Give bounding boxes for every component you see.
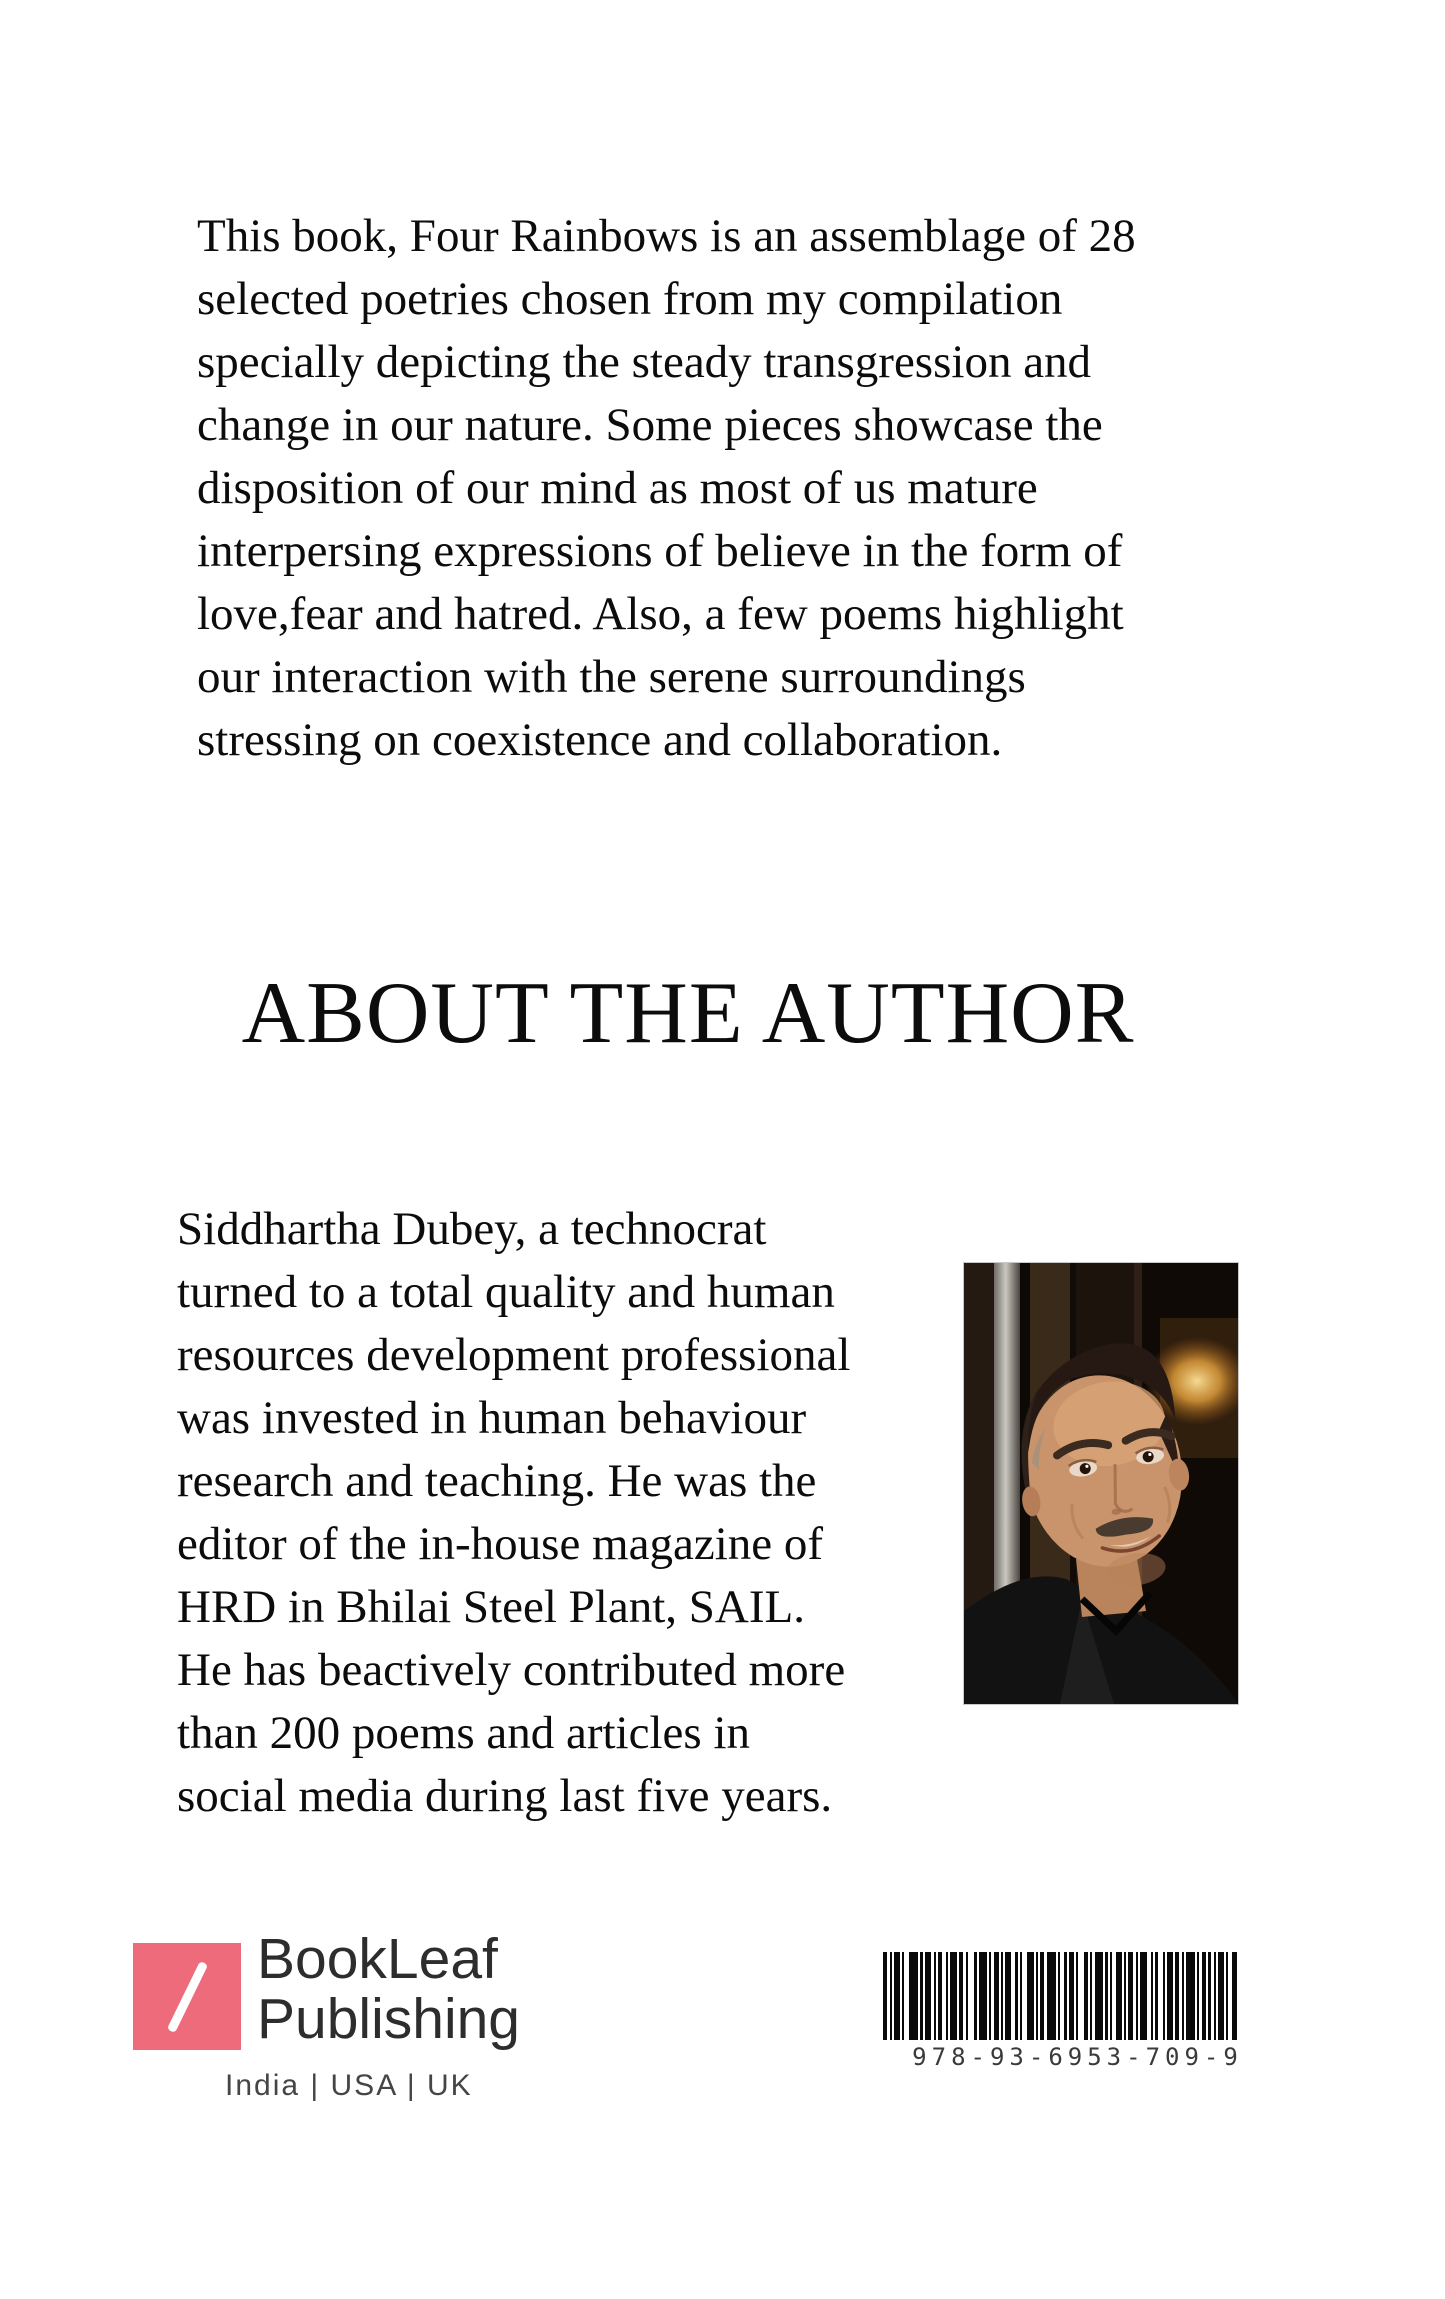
description-line: specially depicting the steady transgression and (197, 336, 1092, 388)
description-line: love,fear and hatred. Also, a few poems highlight (197, 588, 1124, 640)
bio-line: than 200 poems and articles in (177, 1707, 750, 1759)
description-line: our interaction with the serene surroundings (197, 651, 1026, 703)
publisher-logo-mark (133, 1943, 241, 2050)
author-bio (177, 1198, 850, 1828)
bio-line: HRD in Bhilai Steel Plant, SAIL. (177, 1581, 805, 1633)
publisher-name-line2: Publishing (257, 1987, 521, 2051)
description-line: interpersing expressions of believe in the form of (197, 525, 1123, 577)
isbn-barcode (883, 1952, 1272, 2071)
description-line: stressing on coexistence and collaboration. (197, 714, 1003, 766)
bio-line: research and teaching. He was the (177, 1455, 817, 1507)
publisher-regions: India | USA | UK (225, 2069, 473, 2102)
about-the-author-heading: ABOUT THE AUTHOR (241, 965, 1135, 1062)
bio-line: He has beactively contributed more (177, 1644, 846, 1696)
bio-line: was invested in human behaviour (177, 1392, 807, 1444)
slash-icon (167, 1961, 208, 2033)
book-description (197, 205, 1136, 772)
author-photo (963, 1262, 1239, 1705)
bio-line: Siddhartha Dubey, a technocrat (177, 1203, 767, 1255)
bio-line: social media during last five years. (177, 1770, 833, 1822)
description-line: This book, Four Rainbows is an assemblage of 28 (197, 210, 1136, 262)
description-line: change in our nature. Some pieces showcase the (197, 399, 1103, 451)
description-line: selected poetries chosen from my compilation (197, 273, 1063, 325)
barcode-bars (883, 1952, 1272, 2040)
bio-line: turned to a total quality and human (177, 1266, 835, 1318)
description-line: disposition of our mind as most of us mature (197, 462, 1038, 514)
isbn-number: 978-93-6953-709-9 (912, 2043, 1243, 2071)
bio-line: editor of the in-house magazine of (177, 1518, 824, 1570)
bio-line: resources development professional (177, 1329, 851, 1381)
publisher-name-line1: BookLeaf (257, 1927, 498, 1991)
